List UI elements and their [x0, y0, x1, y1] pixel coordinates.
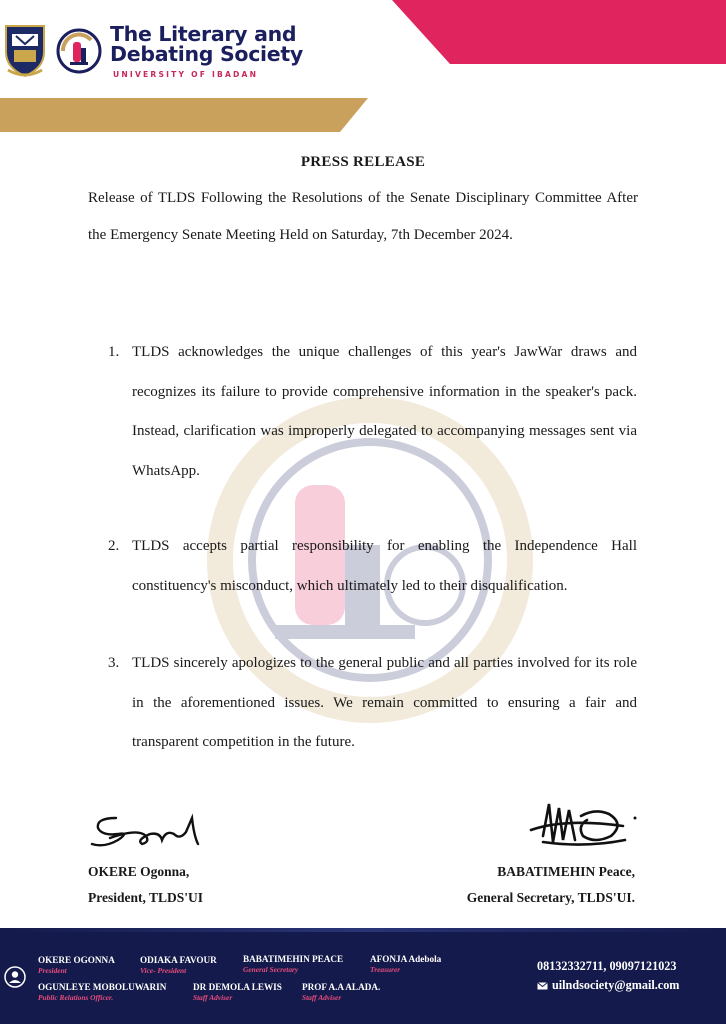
officer-name: OGUNLEYE MOBOLUWARIN [38, 982, 167, 992]
officer-entry [193, 982, 282, 1002]
page-title: PRESS RELEASE [300, 154, 426, 170]
officer-entry [38, 982, 166, 1002]
list-item [108, 527, 637, 606]
left-signatory-role: President, TLDS'UI [88, 890, 204, 905]
list-item-number: 3. [108, 655, 120, 671]
society-logo-icon [56, 28, 102, 74]
officer-role: Staff Adviser [193, 993, 233, 1002]
right-signatory-name: BABATIMEHIN Peace, [497, 864, 635, 879]
organization-name [110, 24, 303, 64]
officer-name: BABATIMEHIN PEACE [243, 954, 344, 964]
officer-name: ODIAKA FAVOUR [140, 955, 217, 965]
list-item-text: TLDS sincerely apologizes to the general public and all parties involved for its role in the aforementioned issues. We remain committed to ensuring a fair and transparent competition in the future. [132, 655, 637, 750]
intro-paragraph: Release of TLDS Following the Resolutions of the Senate Disciplinary Committee After the Emergency Senate Meeting Held on Saturday, 7th December 2024. [88, 190, 638, 243]
list-item-text: TLDS accepts partial responsibility for enabling the Independence Hall constituency's misconduct, which ultimately led to their disqualification. [132, 538, 637, 594]
list-item-number: 2. [108, 538, 120, 554]
list-item-number: 1. [108, 344, 120, 360]
officer-name: AFONJA Adebola [370, 954, 442, 964]
contact-phone: 08132332711, 09097121023 [537, 959, 677, 973]
header-pink-band [392, 0, 726, 64]
university-crest-icon [2, 22, 48, 78]
officer-entry [370, 954, 441, 974]
officer-entry [302, 982, 380, 1002]
officer-name: DR DEMOLA LEWIS [193, 982, 282, 992]
officer-role: Staff Adviser [302, 993, 342, 1002]
university-name: UNIVERSITY OF IBADAN [113, 70, 259, 79]
right-signatory-role: General Secretary, TLDS'UI. [466, 890, 635, 905]
footer [0, 928, 726, 1024]
organization-name-line1: The Literary and [110, 22, 297, 46]
officer-name: OKERE OGONNA [38, 955, 115, 965]
officer-role: General Secretary [243, 965, 299, 974]
officer-name: PROF A.A ALADA. [302, 982, 381, 992]
officer-entry [140, 955, 217, 975]
list-item [108, 644, 637, 763]
officer-role: President [38, 966, 67, 975]
general-secretary-signature-icon [525, 796, 640, 852]
mail-icon [537, 982, 548, 990]
officer-role: Public Relations Officer. [38, 993, 114, 1002]
list-item [108, 333, 637, 491]
left-signatory-name: OKERE Ogonna, [88, 864, 190, 879]
officer-role: Vice- President [140, 966, 187, 975]
footer-stripe [0, 928, 726, 932]
president-signature-icon [88, 810, 208, 854]
officer-entry [38, 955, 115, 975]
contact-email: uilndsociety@gmail.com [552, 978, 680, 992]
list-item-text: TLDS acknowledges the unique challenges of this year's JawWar draws and recognizes its failure to provide comprehensive information in the speaker's pack. Instead, clarification was improperly delegated to accompanying messages sent via WhatsApp. [132, 344, 637, 479]
officer-entry [243, 954, 343, 974]
officer-role: Treasurer [370, 965, 401, 974]
user-avatar-icon [4, 966, 26, 988]
contact-email-row [537, 978, 679, 993]
header-gold-band [0, 98, 368, 132]
organization-name-line2: Debating Society [110, 42, 303, 66]
